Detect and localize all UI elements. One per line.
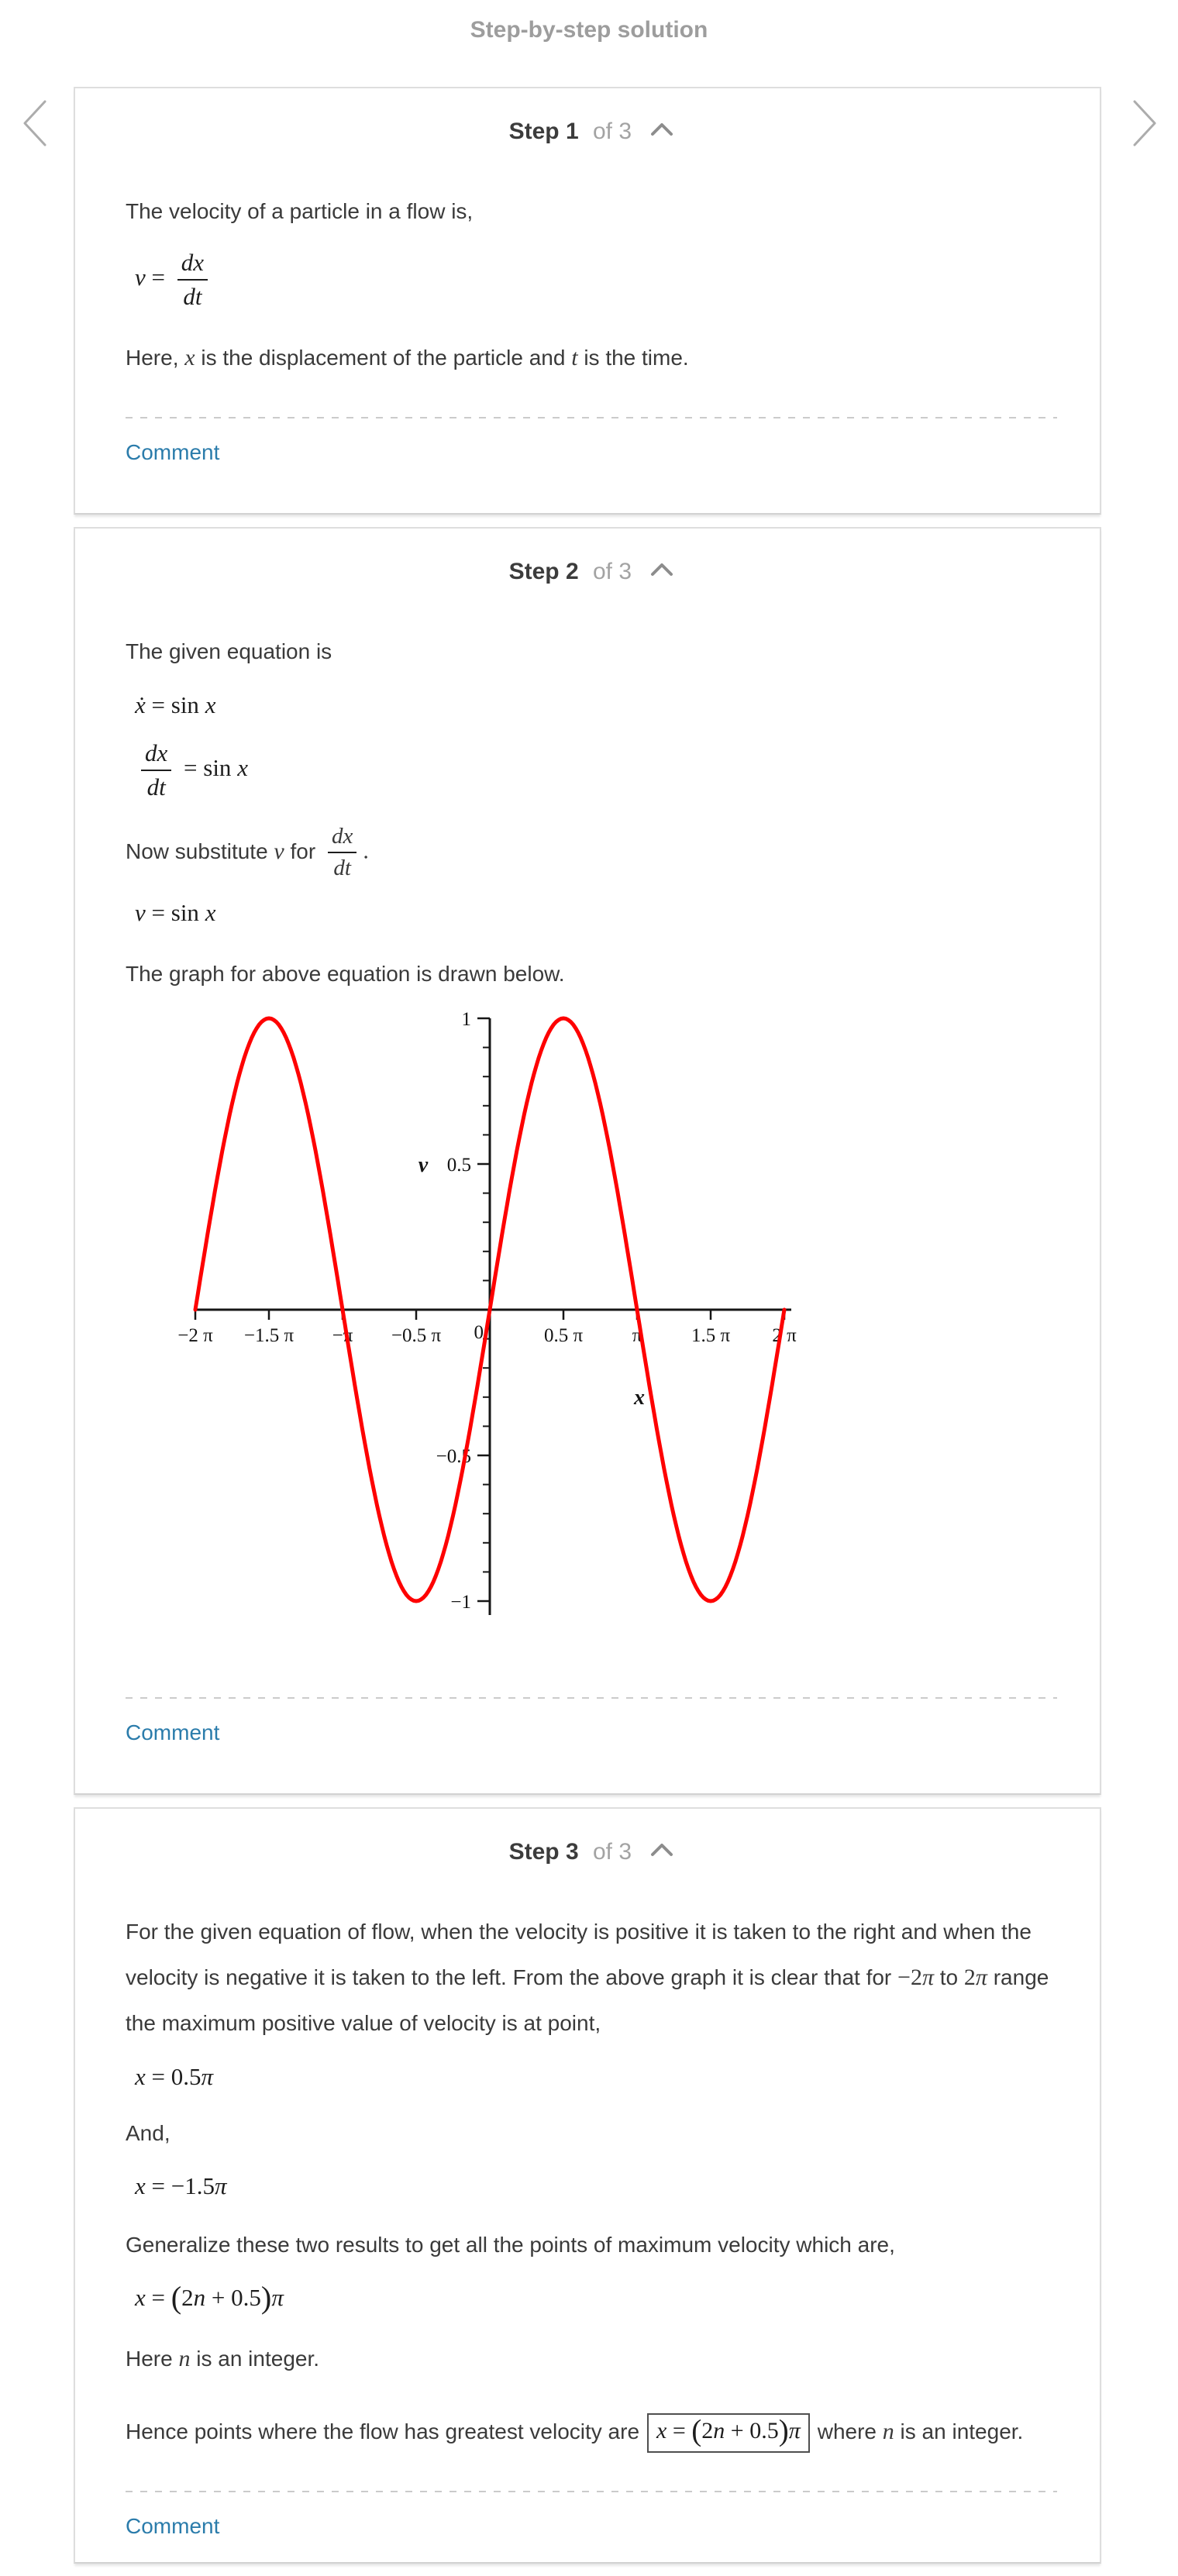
conclusion-end <box>818 2419 1024 2443</box>
text-run: is an integer. <box>894 2419 1024 2443</box>
text-run: Here, <box>126 345 185 370</box>
text-run: Now substitute <box>126 839 274 863</box>
fraction-denominator: dt <box>146 773 166 801</box>
text-run: ) <box>260 2280 272 2316</box>
fraction-denominator: dt <box>183 283 202 311</box>
equation-v-equals-dxdt <box>135 249 1057 310</box>
step-3-count: of 3 <box>592 1838 632 1865</box>
x-tick-label: 0 <box>474 1321 484 1343</box>
step-2-header <box>126 555 1057 587</box>
text-run: π <box>214 2172 227 2200</box>
period: . <box>363 838 369 864</box>
text-run: 2 <box>963 1964 976 1990</box>
y-axis-label: v <box>418 1152 429 1177</box>
text-run: t <box>571 344 578 370</box>
text-run: n <box>193 2284 206 2312</box>
x-axis-label: x <box>634 1385 645 1410</box>
divider <box>126 1697 1057 1699</box>
text-run: v <box>135 263 146 291</box>
text-run: + 0.5 <box>205 2284 261 2312</box>
text-run: ( <box>691 2414 702 2448</box>
y-tick-label: 0.5 <box>446 1154 471 1176</box>
collapse-step-3-button[interactable] <box>650 1835 673 1866</box>
equation-x-2n05pi <box>135 2280 1057 2316</box>
text-run: For the given equation of flow, when the velocity is positive it is taken to the right and when the velocity is negative it is taken to the left. From the above graph it is clear that for <box>126 1919 1032 1989</box>
text-run: x <box>184 344 195 370</box>
text-run: is an integer. <box>190 2347 320 2371</box>
and-text: And, <box>126 2121 170 2146</box>
x-tick-label: −π <box>332 1324 353 1346</box>
text-run: −2 <box>897 1964 922 1990</box>
x-tick-label: 2 π <box>772 1324 797 1346</box>
step-2-intro-text: The given equation is <box>126 639 332 664</box>
y-tick-label: −0.5 <box>436 1445 471 1467</box>
text-run: Hence points where the flow has greatest velocity are <box>126 2419 640 2443</box>
x-tick-label: 0.5 π <box>543 1324 584 1346</box>
chevron-left-icon <box>20 99 50 147</box>
equation-rhs <box>177 754 248 781</box>
text-run: Here <box>126 2347 179 2371</box>
step-1-header <box>126 115 1057 147</box>
text-run: x <box>205 690 216 718</box>
text-run: π <box>788 2418 801 2444</box>
fraction-numerator: dx <box>328 824 356 853</box>
text-run: 2 <box>181 2284 194 2312</box>
step-2-graph-text: The graph for above equation is drawn below. <box>126 962 565 987</box>
text-run: = sin <box>177 753 238 781</box>
fraction-numerator: dx <box>177 249 208 281</box>
page-title: Step-by-step solution <box>470 17 708 43</box>
y-tick-label: −1 <box>450 1591 471 1613</box>
equation-x-minus15pi <box>135 2171 1057 2202</box>
step-1-count: of 3 <box>592 119 632 144</box>
collapse-step-1-button[interactable] <box>650 115 673 146</box>
conclusion-text <box>126 2408 1057 2456</box>
text-run: = sin <box>145 690 205 718</box>
text-run: is the displacement of the particle and <box>195 345 572 370</box>
text-run: π <box>201 2062 214 2090</box>
text-run: range the maximum positive value of velocity is at point, <box>126 1965 1049 2036</box>
integer-note-text <box>126 2335 1057 2383</box>
prev-step-button[interactable] <box>20 99 50 150</box>
x-tick-label: −0.5 π <box>391 1324 442 1346</box>
collapse-step-2-button[interactable] <box>650 555 673 586</box>
x-tick-label: −2 π <box>177 1324 213 1346</box>
text-run: for <box>284 839 322 863</box>
text-run: x <box>135 2062 146 2090</box>
text-run: v <box>274 838 284 864</box>
chevron-up-icon <box>650 122 673 137</box>
equation-xdot-sinx <box>135 690 1057 721</box>
text-run: 2 <box>701 2418 714 2444</box>
text-run: ) <box>778 2414 789 2448</box>
text-run: π <box>921 1964 934 1990</box>
equation-dxdt-sinx <box>135 739 1057 801</box>
fraction-dx-dt <box>141 739 171 801</box>
text-run: = <box>666 2418 692 2444</box>
text-run: x <box>135 2284 146 2312</box>
step-3-header <box>126 1835 1057 1868</box>
text-run: + 0.5 <box>725 2418 779 2444</box>
text-run: ẋ <box>135 690 146 718</box>
next-step-button[interactable] <box>1130 99 1159 150</box>
step-2-substitute-text <box>126 824 1057 882</box>
fraction-numerator: dx <box>141 739 171 771</box>
x-tick-label: −1.5 π <box>243 1324 294 1346</box>
step-3-card <box>74 1807 1101 2564</box>
comment-link[interactable]: Comment <box>126 2514 220 2539</box>
text-run: x <box>237 753 248 781</box>
solution-cards <box>74 87 1101 2564</box>
conclusion-start <box>126 2419 639 2443</box>
text-run: where <box>817 2419 883 2443</box>
text-run: n <box>178 2346 191 2372</box>
text-run: π <box>271 2284 284 2312</box>
substitute-text-start <box>126 839 322 863</box>
text-run: x <box>135 2172 146 2200</box>
text-run: ( <box>170 2280 182 2316</box>
divider <box>126 417 1057 418</box>
step-1-note-text <box>126 334 1057 382</box>
comment-link[interactable]: Comment <box>126 440 220 465</box>
equation-lhs <box>135 263 171 291</box>
x-tick-label: π <box>632 1324 642 1346</box>
text-run: = <box>145 263 171 291</box>
equation-x-05pi <box>135 2061 1057 2092</box>
boxed-answer-equation <box>647 2413 810 2453</box>
step-1-card <box>74 87 1101 515</box>
step-3-title: Step 3 <box>508 1838 579 1865</box>
generalize-text: Generalize these two results to get all the points of maximum velocity which are, <box>126 2232 895 2257</box>
text-run: = −1.5 <box>145 2172 215 2200</box>
text-run: n <box>882 2418 894 2444</box>
text-run: = 0.5 <box>145 2062 202 2090</box>
text-run: to <box>934 1965 964 1989</box>
comment-link[interactable]: Comment <box>126 1720 220 1744</box>
equation-v-sinx <box>135 897 1057 928</box>
fraction-dx-dt <box>177 249 208 310</box>
text-run: v <box>135 898 146 926</box>
text-run: = sin <box>145 898 205 926</box>
text-run: x <box>205 898 216 926</box>
text-run: π <box>975 1964 987 1990</box>
step-1-intro-text: The velocity of a particle in a flow is, <box>126 199 474 223</box>
divider <box>126 2491 1057 2492</box>
chevron-up-icon <box>650 562 673 577</box>
sine-graph <box>160 1003 827 1662</box>
fraction-denominator: dt <box>333 856 351 881</box>
step-2-card <box>74 527 1101 1794</box>
step-1-title: Step 1 <box>508 119 579 144</box>
text-run: n <box>713 2418 725 2444</box>
text-run: x <box>656 2418 667 2444</box>
text-run: = <box>145 2284 171 2312</box>
text-run: is the time. <box>577 345 689 370</box>
x-tick-label: 1.5 π <box>691 1324 731 1346</box>
step-2-count: of 3 <box>592 559 632 585</box>
fraction-dx-dt <box>328 824 356 882</box>
step-3-analysis-text <box>126 1910 1057 2046</box>
step-2-title: Step 2 <box>508 559 579 585</box>
chevron-right-icon <box>1130 99 1159 147</box>
chevron-up-icon <box>650 1842 673 1858</box>
y-tick-label: 1 <box>461 1008 471 1030</box>
